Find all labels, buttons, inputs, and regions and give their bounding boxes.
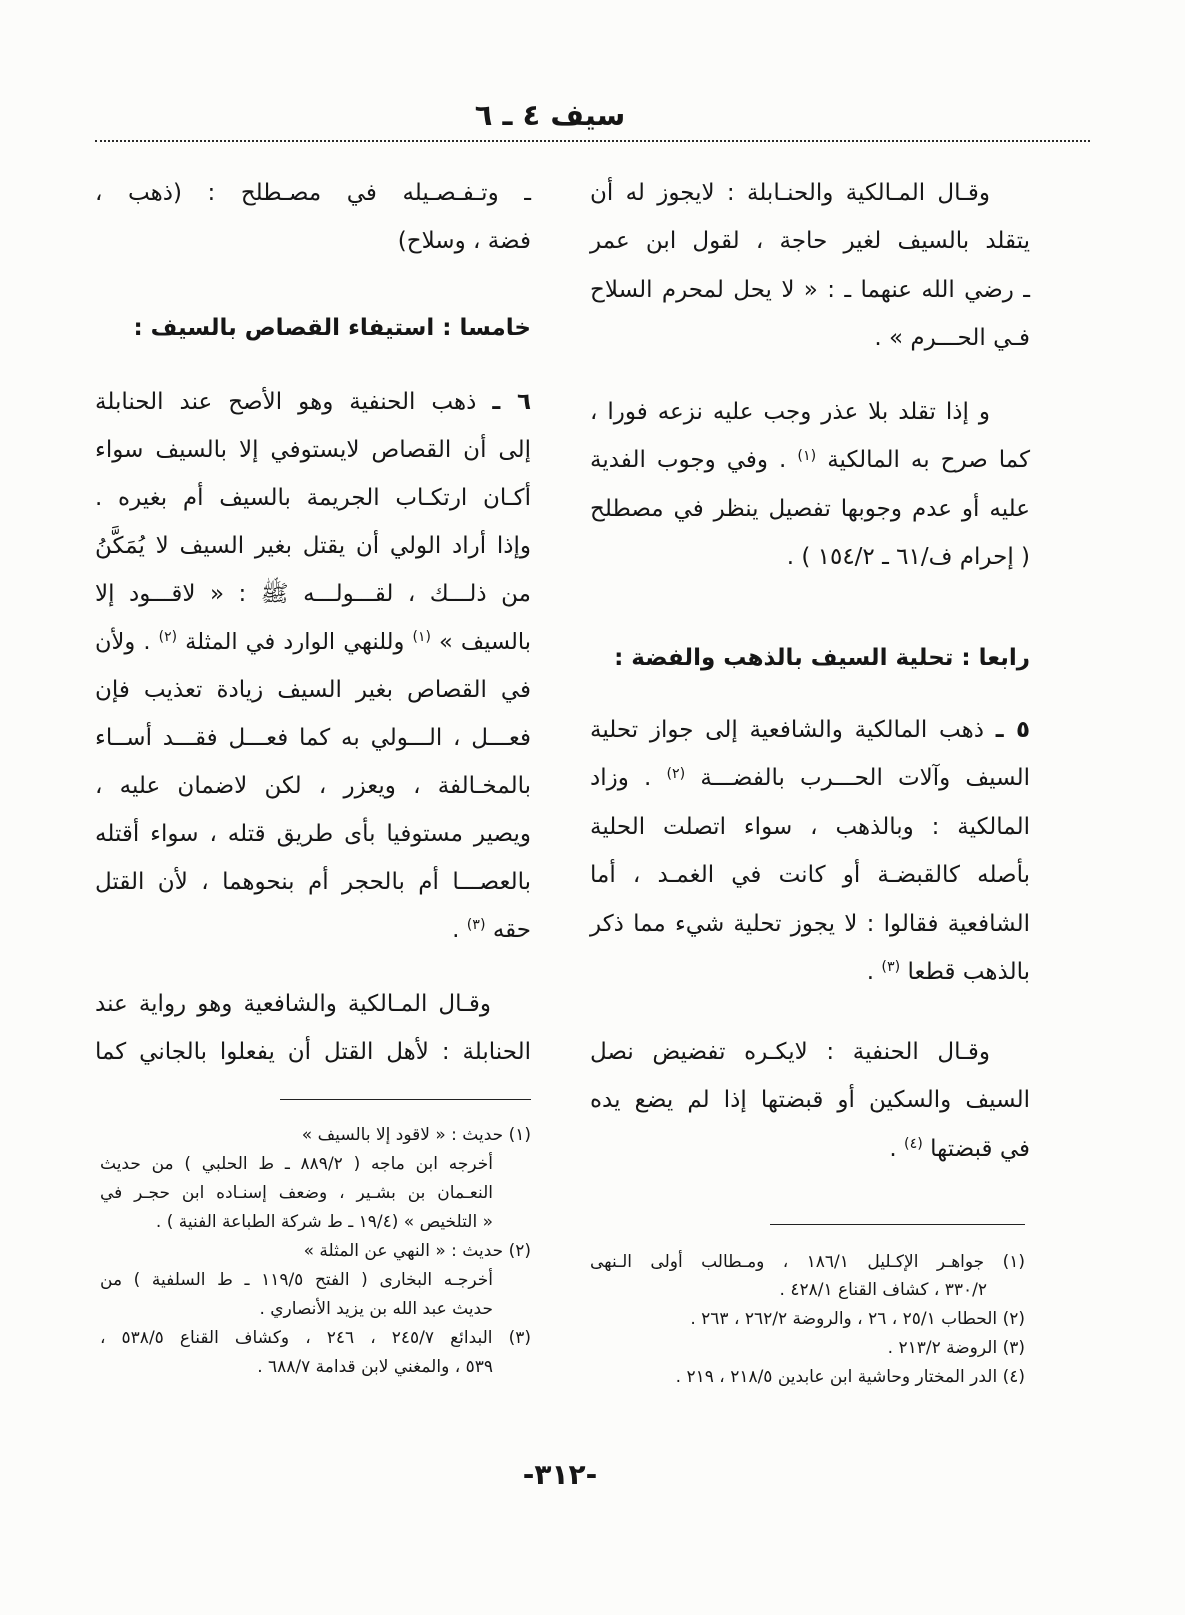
line-text: بالذهب قطعا (907, 958, 1030, 985)
paragraph (590, 706, 1030, 996)
footnote-marker: (٣) (508, 1327, 532, 1348)
footnote-reference: (٢) (158, 629, 178, 646)
footnote-reference: (١) (797, 447, 817, 464)
text-line: أكـان ارتكـاب الجريمة بالسيف أم بغيره . (95, 485, 531, 511)
footnote-line (590, 1248, 1025, 1277)
footnotes (100, 1121, 531, 1382)
footnote (590, 1305, 1025, 1334)
footnote-reference: (٤) (904, 1135, 923, 1152)
footnote-line (590, 1334, 1025, 1363)
text-line (590, 1125, 1030, 1173)
footnote-reference: (٣) (881, 959, 901, 976)
footnote (590, 1334, 1025, 1363)
footnote (100, 1237, 531, 1324)
footnote-marker: (٤) (1002, 1366, 1025, 1387)
footnote-line: « التلخيص » (١٩/٤ ـ ط شركة الطباعة الفنية ) . (155, 1211, 493, 1232)
text-line: فـي الحـــرم » . (874, 325, 1030, 352)
text-line: ـ وتـفـصـيله في مصـطلح : (ذهب ، (95, 180, 531, 206)
line-text: . (889, 1135, 897, 1162)
footnote-line (590, 1363, 1025, 1392)
footnote-text: حديث : « النهي عن المثلة » (303, 1240, 504, 1261)
footnote-line (590, 1305, 1025, 1334)
text-line: المالكية : وبالذهب ، سواء اتصلت الحلية (590, 813, 1030, 840)
line-text: . ولأن (95, 629, 151, 655)
text-line (590, 754, 1030, 802)
section-heading: خامسا : استيفاء القصاص بالسيف : (133, 315, 531, 341)
left-column (95, 0, 531, 1615)
line-text: . (866, 958, 875, 985)
footnote-reference: (٢) (666, 765, 686, 782)
footnote-marker: (١) (1002, 1251, 1025, 1272)
text-line: وقـال المـالكية والشافعية وهو رواية عند (95, 991, 491, 1017)
running-header: سيف ٤ ـ ٦ (474, 98, 626, 132)
footnote-separator (280, 1099, 531, 1100)
text-line: من ذلـــك ، لقـــولـــه ﷺ : « لاقـــود إلا (95, 581, 531, 607)
text-line: إلى أن القصاص لايستوفي إلا بالسيف سواء (95, 437, 531, 463)
footnote-reference: (١) (412, 629, 431, 646)
text-line: ـ رضي الله عنهما ـ : « لا يحل لمحرم السلاح (590, 276, 1030, 303)
line-text: . وفي وجوب الفدية (590, 447, 787, 474)
text-line (590, 436, 1030, 484)
text-line: وقـال المـالكية والحنـابلة : لايجوز له أن (590, 180, 990, 206)
text-line (95, 618, 531, 666)
footnote-line (100, 1324, 531, 1353)
text-line (590, 948, 1030, 996)
footnote-line: أخرجه ابن ماجه ( ٨٨٩/٢ ـ ط الحلبي ) من حديث (100, 1153, 493, 1174)
footnote-line (100, 1121, 531, 1150)
page-number: -٣١٢- (522, 1458, 598, 1491)
footnote (590, 1248, 1025, 1306)
text-line: وإذا أراد الولي أن يقتل بغير السيف لا يُمَكَّنُ (95, 533, 531, 559)
line-text: كما صرح به المالكية (827, 447, 1031, 474)
footnote-line (100, 1237, 531, 1266)
text-line: فعـــل ، الـــولي به كما فعـــل فقـــد أســاء (95, 725, 531, 751)
footnote-line: ٣٣٠/٢ ، كشاف القناع ٤٢٨/١ . (779, 1280, 987, 1301)
line-text: ذهب الحنفية وهو الأصح عند الحنابلة (95, 389, 477, 415)
text-line (590, 706, 1030, 754)
right-column (590, 0, 1030, 1615)
footnote-marker: (٢) (1002, 1309, 1025, 1330)
line-text: . وزاد (590, 765, 652, 792)
paragraph (95, 378, 531, 954)
footnote-text: حديث : « لاقود إلا بالسيف » (301, 1124, 504, 1145)
footnote-text: جواهـر الإكـليل ١٨٦/١ ، ومـطالب أولى الـنهى (590, 1251, 985, 1272)
footnote (100, 1324, 531, 1382)
text-line: بالمخـالفة ، ويعزر ، لكن لاضمان عليه ، (95, 773, 531, 799)
text-line: عليه أو عدم وجوبها تفصيل ينظر في مصطلح (590, 495, 1030, 522)
footnote-line: النعـمان بن بشـير ، وضعف إسنـاده ابن حجـر في (100, 1182, 493, 1203)
section-heading: رابعا : تحلية السيف بالذهب والفضة : (614, 645, 1030, 671)
paragraph (590, 388, 1030, 582)
text-line: فضة ، وسلاح) (397, 228, 531, 254)
footnote-separator (770, 1224, 1025, 1225)
text-line: ويصير مستوفيا بأى طريق قتله ، سواء أقتله (95, 821, 531, 847)
footnote-marker: (٣) (1002, 1337, 1025, 1358)
section-heading-block (95, 304, 531, 352)
footnote-line: حديث عبد الله بن يزيد الأنصاري . (259, 1298, 493, 1319)
text-line: وقـال الحنفية : لايكـره تفضيض نصل (590, 1039, 990, 1065)
footnote-line: أخرجـه البخارى ( الفتح ١١٩/٥ ـ ط السلفية ) من (100, 1269, 493, 1290)
footnote-marker: (١) (508, 1124, 531, 1145)
text-line: في القصاص بغير السيف زيادة تعذيب فإن (95, 677, 531, 703)
text-line: الشافعية فقالوا : لا يجوز تحلية شيء مما ذكر (590, 910, 1030, 937)
text-line: بأصله كالقبضـة أو كانت في الغمـد ، أما (590, 862, 1030, 889)
text-line: بالعصـــا أم بالحجر أم بنحوهما ، لأن القتل (95, 869, 531, 895)
paragraph-number: ٦ ـ (492, 389, 532, 415)
footnote-marker: (٢) (508, 1240, 531, 1261)
text-line: الحنابلة : لأهل القتل أن يفعلوا بالجاني كما (95, 1039, 531, 1065)
line-text: . (452, 917, 460, 943)
paragraph (590, 1028, 1030, 1173)
paragraph (95, 980, 531, 1076)
line-text: وللنهي الوارد في المثلة (185, 629, 405, 655)
footnote (100, 1121, 531, 1237)
text-line: يتقلد بالسيف لغير حاجة ، لقول ابن عمر (590, 228, 1030, 255)
text-line: ( إحرام ف/٦١ ـ ١٥٤/٢ ) . (786, 544, 1030, 571)
footnote-line: ٥٣٩ ، والمغني لابن قدامة ٦٨٨/٧ . (257, 1356, 493, 1377)
paragraph (590, 169, 1030, 363)
text-line: السيف والسكين أو قبضتها إذا لم يضع يده (590, 1087, 1030, 1114)
line-text: في قبضتها (930, 1135, 1030, 1162)
line-text: حقه (492, 917, 531, 943)
text-line: و إذا تقلد بلا عذر وجب عليه نزعه فورا ، (590, 399, 990, 425)
line-text: ذهب المالكية والشافعية إلى جواز تحلية (590, 717, 984, 743)
section-heading-block (590, 634, 1030, 682)
footnote-text: الحطاب ٢٥/١ ، ٢٦ ، والروضة ٢٦٢/٢ ، ٢٦٣ . (690, 1309, 998, 1330)
text-line (95, 378, 531, 426)
line-text: السيف وآلات الحـــرب بالفضـــة (700, 765, 1031, 792)
footnote (590, 1363, 1025, 1392)
footnotes (590, 1248, 1025, 1392)
footnote-reference: (٣) (466, 917, 486, 934)
footnote-text: الروضة ٢١٣/٢ . (887, 1337, 998, 1358)
line-text: بالسيف » (439, 629, 532, 655)
text-line (95, 906, 531, 954)
footnote-text: الدر المختار وحاشية ابن عابدين ٢١٨/٥ ، ٢١٩ . (675, 1366, 998, 1387)
footnote-text: البدائع ٢٤٥/٧ ، ٢٤٦ ، وكشاف القناع ٥٣٨/٥ ، (100, 1327, 493, 1348)
paragraph-number: ٥ ـ (995, 717, 1031, 743)
paragraph (95, 169, 531, 265)
